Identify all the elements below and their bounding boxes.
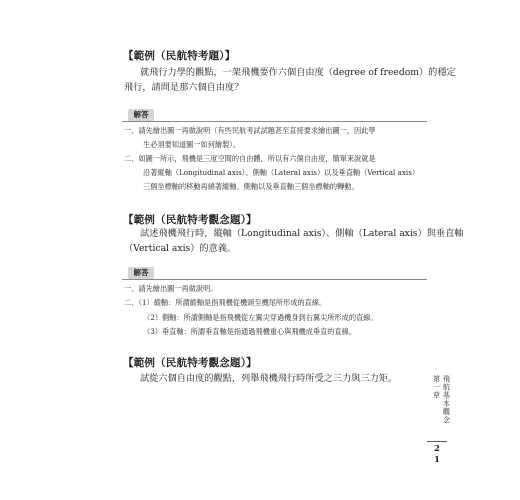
answer-1-line-5: 三個坐標軸的移動再繞著縱軸、側軸以及垂直軸三個坐標軸的轉動。: [143, 182, 359, 191]
example-title-2: 【範例（民航特考觀念題）】: [123, 214, 257, 226]
answer-2-line-2: 二、（1）縱軸：所謂縱軸是指飛機從機頭至機尾所形成的直線。: [124, 298, 327, 307]
chapter-title: 飛航基本觀念: [442, 375, 452, 425]
answer-1-line-1: 一、請先繪出圖一再做說明（有些民航考試試題甚至直接要求繪出圖一，因此學: [124, 126, 376, 135]
question-1-line-1: 就飛行力學的觀點，一架飛機要作六個自由度（degree of freedom）的穩定: [140, 67, 456, 78]
answer-divider-2: [122, 279, 427, 280]
example-title-3: 【範例（民航特考觀念題）】: [123, 357, 257, 369]
answer-1-line-2: 生必須要知道圖一如何繪製）。: [143, 140, 241, 149]
page-number-bottom: 1: [434, 455, 440, 465]
answer-2-line-4: （3）垂直軸：所謂垂直軸是指通過飛機重心與飛機成垂直的直線。: [143, 327, 357, 336]
chapter-title-sidebar: [440, 375, 454, 426]
answer-1-line-3: 二、如圖一所示，飛機是三度空間的自由體，所以有六個自由度，簡單來說就是: [124, 154, 376, 163]
question-3-line-1: 試從六個自由度的觀點，列舉飛機飛行時所受之三力與三力矩。: [140, 373, 398, 384]
answer-label-1: 解答: [128, 109, 154, 121]
chapter-number: 第一章: [432, 375, 442, 400]
answer-divider-1: [122, 121, 427, 122]
page-number-divider: [427, 441, 447, 442]
answer-2-line-3: （2）側軸：所謂側軸是指飛機從左翼尖穿過機身到右翼尖所形成的直線。: [143, 313, 378, 322]
page-number-top: 2: [434, 444, 440, 454]
example-title-1: 【範例（民航特考題）】: [123, 50, 236, 62]
answer-label-2: 解答: [128, 267, 154, 279]
answer-2-line-1: 一、請先繪出圖一再做說明。: [124, 284, 218, 293]
question-2-line-1: 試述飛機飛行時，縱軸（Longitudinal axis）、側軸（Lateral axis）與垂直軸: [140, 228, 464, 239]
answer-1-line-4: 沿著縱軸（Longitudinal axis）、側軸（Lateral axis）以及垂直軸（Vertical axis）: [143, 168, 420, 177]
question-2-line-2: （Vertical axis）的意義。: [124, 243, 237, 254]
question-1-line-2: 飛行，請問是那六個自由度？: [124, 82, 244, 93]
